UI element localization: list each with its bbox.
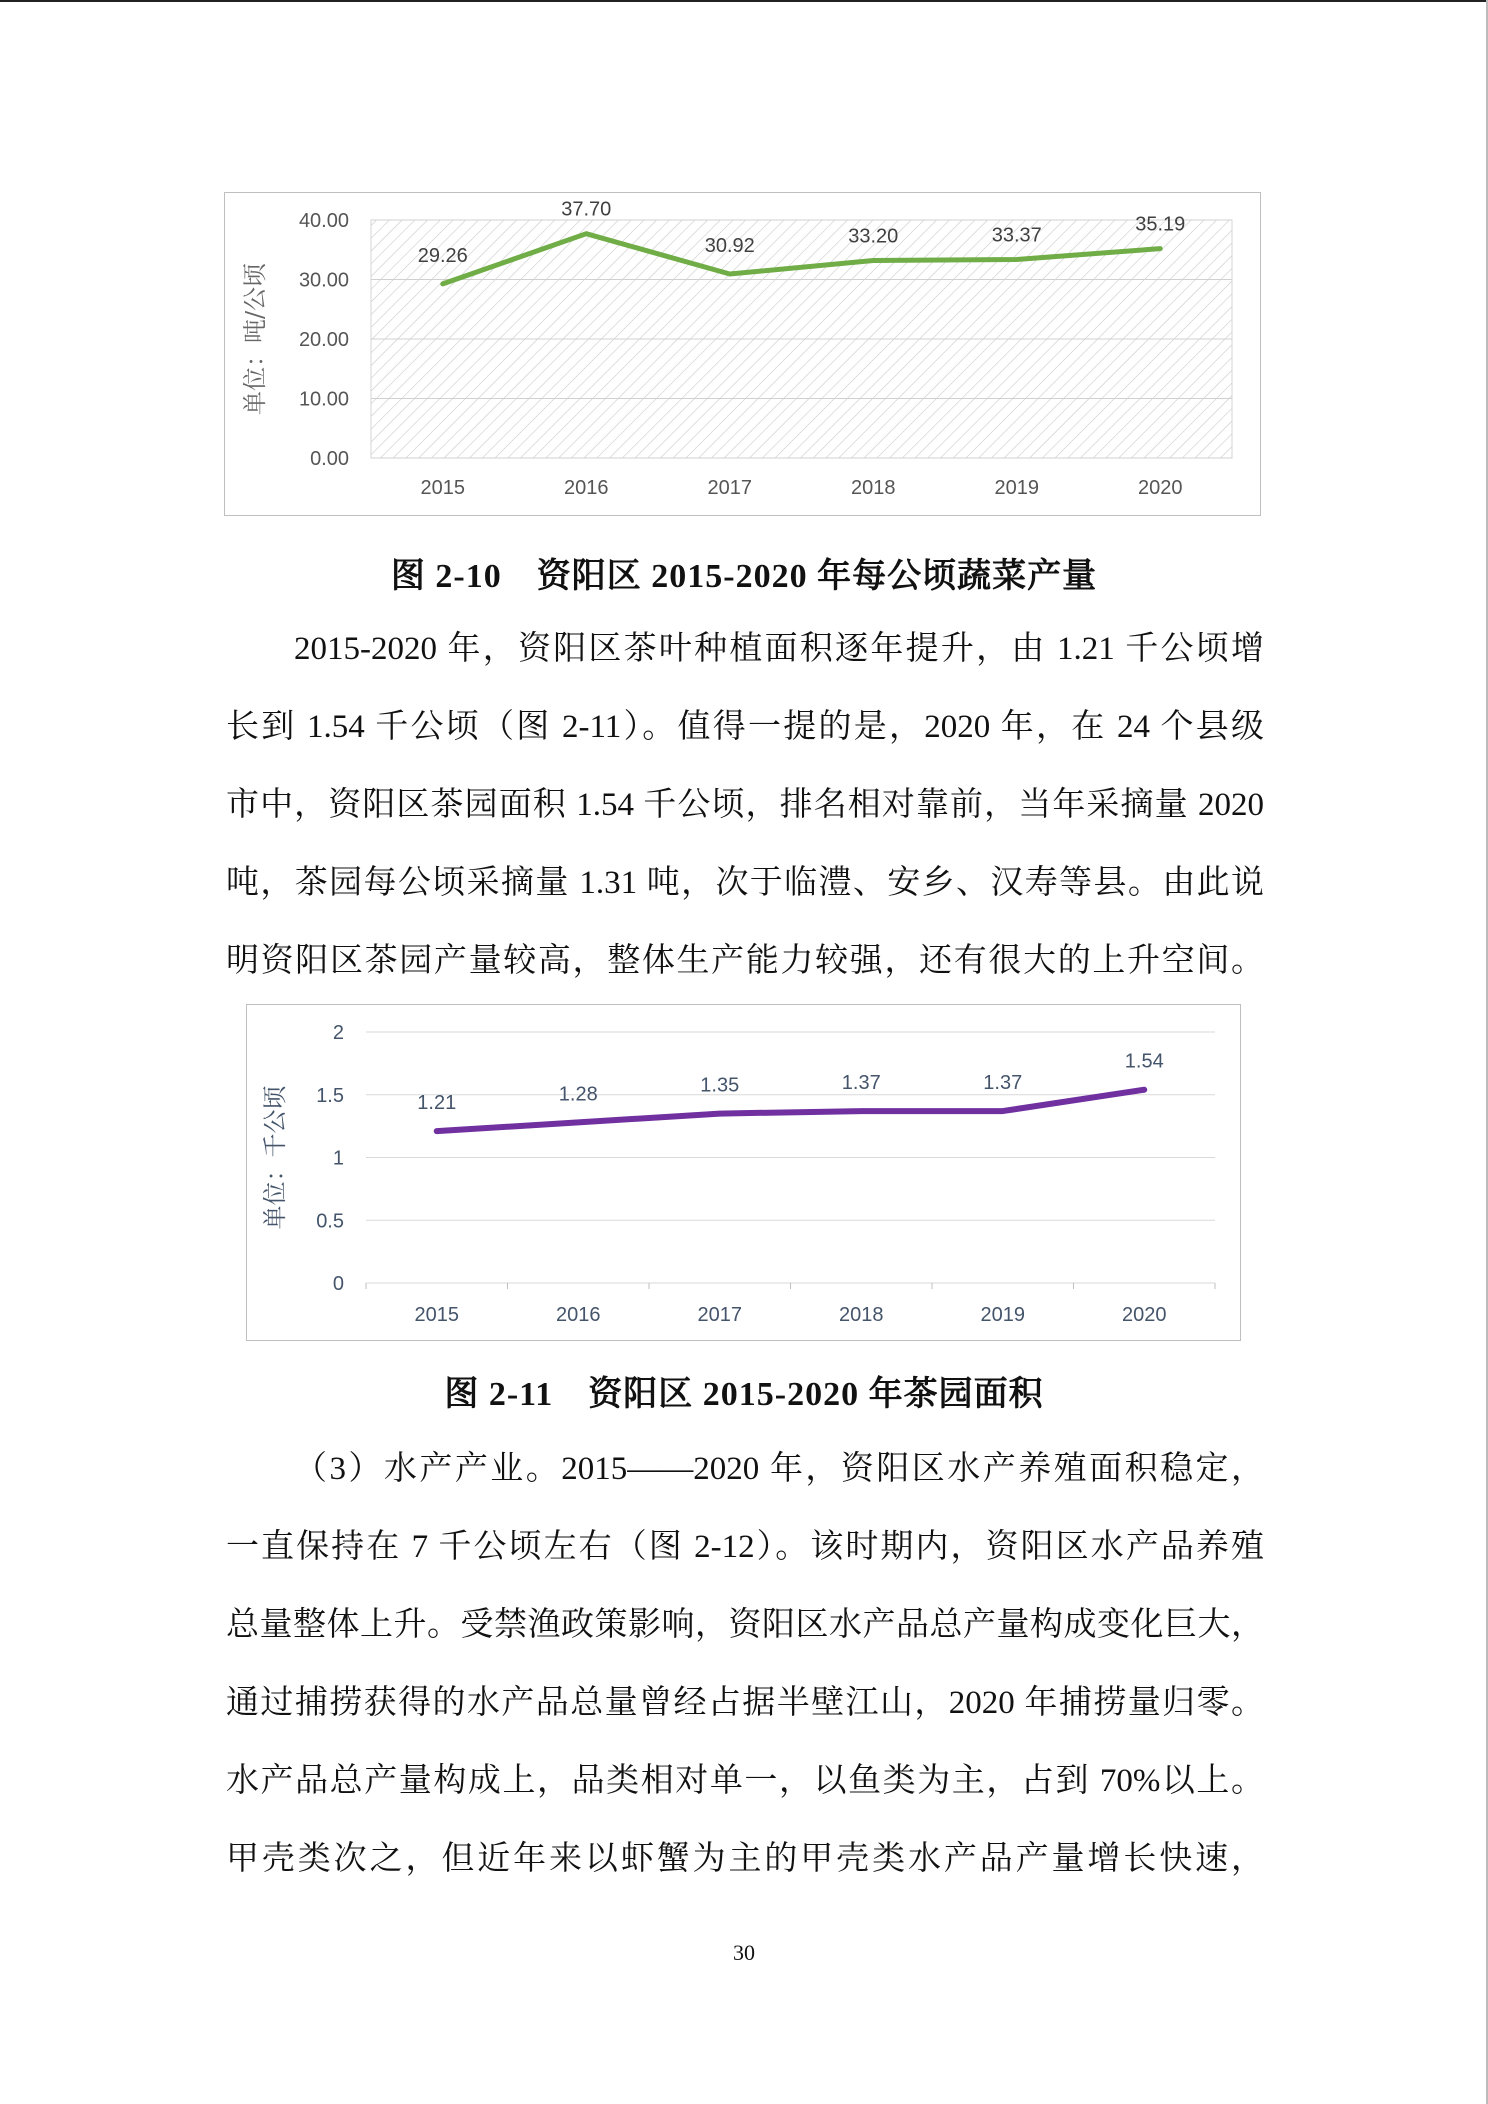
y-tick-label: 30.00 bbox=[298, 269, 349, 292]
data-label: 33.37 bbox=[991, 224, 1042, 247]
y-tick-label: 40.00 bbox=[298, 210, 349, 232]
x-tick-label: 2016 bbox=[564, 477, 609, 499]
chart-tea-garden-area-svg bbox=[247, 1005, 1240, 1340]
x-tick-label: 2018 bbox=[851, 477, 896, 499]
figure-caption-2-11: 图 2-11 资阳区 2015-2020 年茶园面积 bbox=[444, 1376, 1044, 1413]
data-label: 37.70 bbox=[561, 198, 612, 221]
y-tick-label: 20.00 bbox=[298, 329, 349, 351]
text-line: 长到 1.54 千公顷（图 2-11）。值得一提的是，2020 年，在 24 个县级 bbox=[226, 709, 1264, 745]
x-tick-label: 2018 bbox=[839, 1304, 884, 1326]
page-top-border bbox=[0, 0, 1488, 2]
data-label: 1.35 bbox=[700, 1074, 740, 1097]
y-tick-label: 1 bbox=[332, 1147, 344, 1170]
text-line: 市中，资阳区茶园面积 1.54 千公顷，排名相对靠前，当年采摘量 2020 bbox=[226, 787, 1264, 823]
paragraph-tea-area bbox=[226, 610, 1264, 1000]
x-tick-label: 2015 bbox=[420, 477, 465, 499]
x-tick-label: 2015 bbox=[414, 1304, 459, 1326]
x-tick-label: 2017 bbox=[697, 1304, 742, 1326]
x-tick-label: 2019 bbox=[994, 477, 1039, 499]
x-tick-label: 2019 bbox=[980, 1304, 1025, 1326]
text-line: 吨，茶园每公顷采摘量 1.31 吨，次于临澧、安乡、汉寿等县。由此说 bbox=[226, 865, 1264, 901]
text-line: （3）水产产业。2015——2020 年，资阳区水产养殖面积稳定， bbox=[294, 1451, 1264, 1487]
y-axis-label: 单位：千公顷 bbox=[261, 1085, 289, 1230]
data-label: 30.92 bbox=[704, 235, 755, 258]
chart-vegetable-yield bbox=[224, 192, 1261, 516]
data-label: 33.20 bbox=[848, 225, 899, 248]
data-label: 1.37 bbox=[841, 1072, 881, 1095]
text-line: 甲壳类次之，但近年来以虾蟹为主的甲壳类水产品产量增长快速， bbox=[226, 1841, 1264, 1877]
page-number: 30 bbox=[733, 1940, 755, 1965]
y-axis-label: 单位：吨/公顷 bbox=[241, 262, 269, 416]
x-tick-label: 2016 bbox=[556, 1304, 601, 1326]
y-tick-label: 0 bbox=[332, 1273, 344, 1295]
chart-vegetable-yield-svg bbox=[225, 193, 1260, 515]
text-line: 明资阳区茶园产量较高，整体生产能力较强，还有很大的上升空间。 bbox=[226, 943, 1264, 979]
y-tick-label: 1.5 bbox=[316, 1084, 344, 1107]
figure-caption-2-10: 图 2-10 资阳区 2015-2020 年每公顷蔬菜产量 bbox=[390, 558, 1098, 595]
data-label: 1.21 bbox=[417, 1092, 457, 1115]
text-line: 水产品总产量构成上，品类相对单一，以鱼类为主，占到 70%以上。 bbox=[226, 1763, 1264, 1799]
x-tick-label: 2020 bbox=[1138, 477, 1183, 499]
x-tick-label: 2020 bbox=[1122, 1304, 1167, 1326]
y-tick-label: 0.00 bbox=[310, 448, 349, 470]
text-line: 通过捕捞获得的水产品总量曾经占据半壁江山，2020 年捕捞量归零。 bbox=[226, 1685, 1264, 1721]
text-line: 一直保持在 7 千公顷左右（图 2-12）。该时期内，资阳区水产品养殖 bbox=[226, 1529, 1264, 1565]
data-label: 1.28 bbox=[558, 1083, 598, 1106]
data-label: 35.19 bbox=[1135, 213, 1186, 236]
data-label: 1.37 bbox=[983, 1072, 1023, 1095]
paragraph-aquaculture bbox=[226, 1430, 1264, 1898]
data-label: 1.54 bbox=[1124, 1050, 1164, 1073]
y-tick-label: 2 bbox=[332, 1022, 344, 1044]
series-line bbox=[437, 1090, 1145, 1131]
y-tick-label: 10.00 bbox=[298, 388, 349, 411]
text-line: 总量整体上升。受禁渔政策影响，资阳区水产品总产量构成变化巨大， bbox=[226, 1607, 1264, 1643]
text-line: 2015-2020 年，资阳区茶叶种植面积逐年提升，由 1.21 千公顷增 bbox=[294, 631, 1264, 667]
data-label: 29.26 bbox=[417, 244, 468, 267]
chart-tea-garden-area bbox=[246, 1004, 1241, 1341]
y-tick-label: 0.5 bbox=[316, 1210, 344, 1233]
x-tick-label: 2017 bbox=[707, 477, 752, 499]
